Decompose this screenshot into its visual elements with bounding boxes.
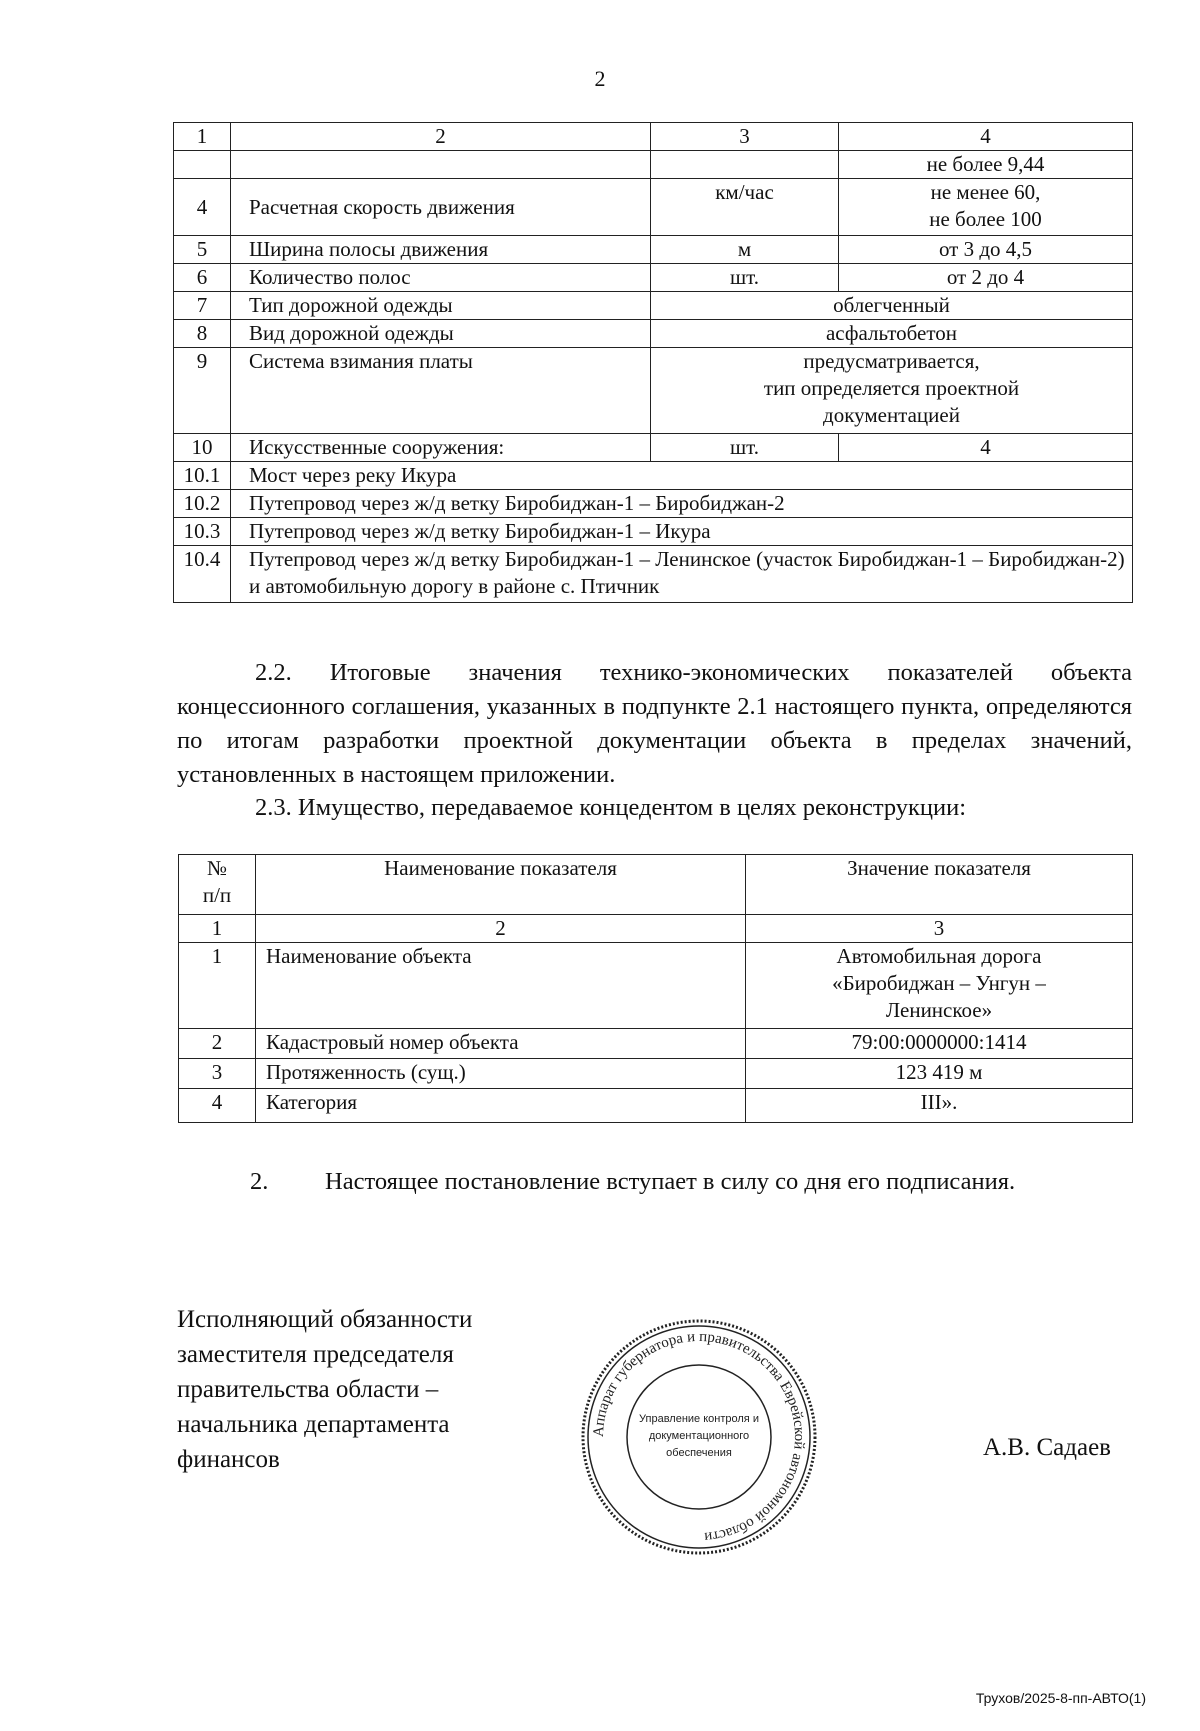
row-unit: м (651, 236, 839, 264)
col-number-4: 4 (839, 123, 1133, 151)
row-unit: шт. (651, 264, 839, 292)
table-row (174, 348, 1133, 434)
value-line: не более 100 (929, 207, 1042, 231)
signer-line: правительства области – (177, 1376, 439, 1403)
table-row (174, 264, 1133, 292)
col-number-1: 1 (179, 915, 256, 943)
row-value: облегченный (651, 292, 1133, 320)
row-number: 2 (179, 1029, 256, 1059)
header-number (179, 855, 256, 915)
value-line: документацией (823, 403, 960, 427)
row-number: 4 (174, 179, 231, 236)
official-stamp (578, 1316, 820, 1558)
stamp-inner-line: документационного (648, 1430, 750, 1442)
row-number: 10.4 (174, 546, 231, 603)
table-row (174, 546, 1133, 603)
table-row (179, 943, 1133, 1029)
header-value: Значение показателя (746, 855, 1133, 915)
row-value (651, 348, 1133, 434)
row-name: Протяженность (сущ.) (256, 1059, 746, 1089)
property-table (178, 854, 1133, 1123)
row-number: 9 (174, 348, 231, 434)
clause-2-number: 2. (250, 1168, 269, 1195)
table-header-row (179, 855, 1133, 915)
row-value (746, 943, 1133, 1029)
signature-name: А.В. Садаев (983, 1434, 1111, 1461)
header-number-line: п/п (202, 883, 232, 907)
table-row (174, 320, 1133, 348)
table-row (174, 462, 1133, 490)
row-unit: км/час (651, 179, 839, 236)
paragraph-2-3 (177, 791, 1132, 825)
col-number-2: 2 (231, 123, 651, 151)
value-line: Автомобильная дорога (836, 944, 1042, 968)
row-name: Наименование объекта (256, 943, 746, 1029)
row-name: Расчетная скорость движения (231, 179, 651, 236)
signer-line: начальника департамента (177, 1411, 450, 1438)
row-value: 79:00:0000000:1414 (746, 1029, 1133, 1059)
header-number-line: № (206, 856, 228, 880)
row-name: Количество полос (231, 264, 651, 292)
row-number: 10.3 (174, 518, 231, 546)
row-number: 5 (174, 236, 231, 264)
table-row (174, 292, 1133, 320)
row-number (174, 151, 231, 179)
row-number: 8 (174, 320, 231, 348)
row-name: Тип дорожной одежды (231, 292, 651, 320)
indicators-table (173, 122, 1133, 603)
table-row (179, 1029, 1133, 1059)
footer-code: Трухов/2025-8-пп-АВТО(1) (975, 1690, 1146, 1706)
signer-line: Исполняющий обязанности (177, 1306, 473, 1333)
row-value: III». (746, 1089, 1133, 1123)
row-value: 123 419 м (746, 1059, 1133, 1089)
table-row (179, 1059, 1133, 1089)
table-row (179, 1089, 1133, 1123)
row-name: Категория (256, 1089, 746, 1123)
header-name: Наименование показателя (256, 855, 746, 915)
row-number: 6 (174, 264, 231, 292)
page-number: 2 (594, 66, 606, 91)
row-value: 4 (839, 434, 1133, 462)
table-row (174, 518, 1133, 546)
signer-position (177, 1302, 472, 1477)
col-number-1: 1 (174, 123, 231, 151)
row-number: 3 (179, 1059, 256, 1089)
row-name: Путепровод через ж/д ветку Биробиджан-1 – Биробиджан-2 (231, 490, 1133, 518)
value-line: «Биробиджан – Унгун – (832, 971, 1046, 995)
row-value: не более 9,44 (839, 151, 1133, 179)
row-name: Вид дорожной одежды (231, 320, 651, 348)
row-value: асфальтобетон (651, 320, 1133, 348)
signer-line: заместителя председателя (177, 1341, 454, 1368)
row-number: 4 (179, 1089, 256, 1123)
row-name (231, 151, 651, 179)
table-row (174, 236, 1133, 264)
row-name: Ширина полосы движения (231, 236, 651, 264)
value-line: Ленинское» (885, 998, 993, 1022)
table-row (174, 151, 1133, 179)
clause-2-text: Настоящее постановление вступает в силу со дня его подписания. (325, 1168, 1016, 1195)
row-value: от 3 до 4,5 (839, 236, 1133, 264)
row-number: 10.1 (174, 462, 231, 490)
table-row (174, 434, 1133, 462)
row-number: 10.2 (174, 490, 231, 518)
table-row (174, 490, 1133, 518)
table-numbering-row (179, 915, 1133, 943)
value-line: предусматривается, (803, 349, 980, 373)
stamp-inner-line: обеспечения (666, 1447, 732, 1459)
paragraph-2-2-text: 2.2. Итоговые значения технико-экономических показателей объекта концессионного соглашения, указанных в подпункте 2.1 настоящего пункта, определяются по итогам разработки проектной документации объекта в пределах значений, установленных в настоящем приложении. (177, 659, 1132, 788)
value-line: не менее 60, (930, 180, 1041, 204)
row-value (839, 179, 1133, 236)
clause-2 (250, 1168, 1016, 1196)
col-number-3: 3 (651, 123, 839, 151)
paragraph-2-3-text: 2.3. Имущество, передаваемое концедентом в целях реконструкции: (255, 794, 967, 821)
table-row (174, 179, 1133, 236)
row-name: Путепровод через ж/д ветку Биробиджан-1 – Ленинское (участок Биробиджан-1 – Биробиджан-2) и автомобильную дорогу в районе с. Птичник (231, 546, 1133, 603)
stamp-inner-line: Управление контроля и (639, 1413, 759, 1425)
col-number-3: 3 (746, 915, 1133, 943)
row-value: от 2 до 4 (839, 264, 1133, 292)
row-name: Искусственные сооружения: (231, 434, 651, 462)
row-number: 1 (179, 943, 256, 1029)
stamp-outer-text: Аппарат губернатора и правительства Еврейской автономной области (590, 1328, 808, 1545)
row-unit: шт. (651, 434, 839, 462)
signer-line: финансов (177, 1446, 280, 1473)
row-number: 10 (174, 434, 231, 462)
row-name: Кадастровый номер объекта (256, 1029, 746, 1059)
row-name: Мост через реку Икура (231, 462, 1133, 490)
row-unit (651, 151, 839, 179)
row-name: Система взимания платы (231, 348, 651, 434)
row-number: 7 (174, 292, 231, 320)
col-number-2: 2 (256, 915, 746, 943)
row-name: Путепровод через ж/д ветку Биробиджан-1 – Икура (231, 518, 1133, 546)
value-line: тип определяется проектной (763, 376, 1020, 400)
table-header-row (174, 123, 1133, 151)
paragraph-2-2 (177, 656, 1132, 792)
